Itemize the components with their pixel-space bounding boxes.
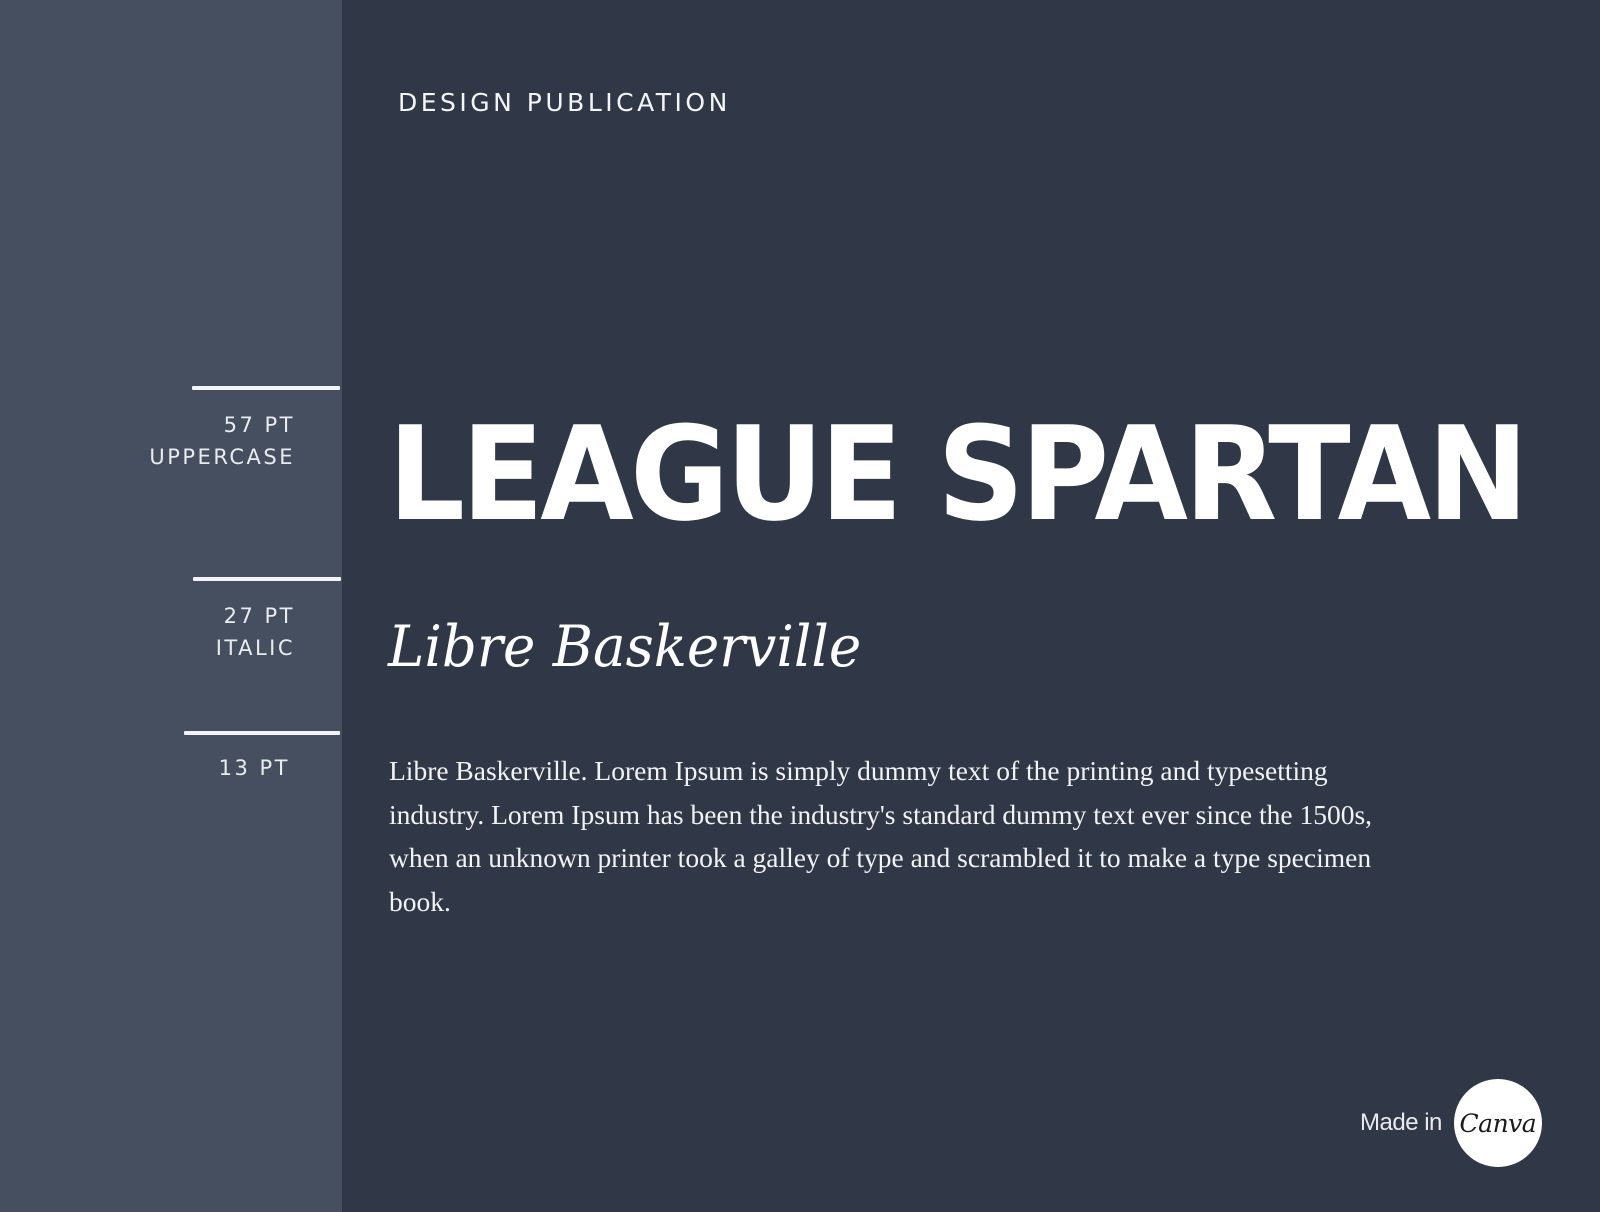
headline-specimen: LEAGUE SPARTAN [388, 398, 1525, 550]
made-in-label: Made in [1360, 1109, 1442, 1136]
divider-rule-27pt [193, 577, 341, 581]
canva-logo-icon [1454, 1079, 1542, 1167]
italic-specimen: Libre Baskerville [388, 614, 862, 680]
divider-rule-57pt [192, 386, 340, 390]
spec-label-style-italic: ITALIC [215, 636, 295, 660]
spec-label-size-57: 57 PT [223, 413, 295, 437]
publication-kicker: DESIGN PUBLICATION [398, 88, 731, 117]
spec-label-style-uppercase: UPPERCASE [149, 445, 295, 469]
body-specimen: Libre Baskerville. Lorem Ipsum is simply dummy text of the printing and typesetting industry. Lorem Ipsum has been the industry's standard dummy text ever since the 1500s, when an unknown printer took a galley of type and scrambled it to make a type specimen book. [389, 755, 1373, 917]
spec-sidebar [0, 0, 342, 1212]
spec-label-size-13: 13 PT [218, 756, 290, 780]
spec-label-size-27: 27 PT [223, 604, 295, 628]
canva-wordmark: Canva [1459, 1108, 1537, 1138]
made-in-canva-badge[interactable] [1360, 1078, 1542, 1168]
divider-rule-13pt [184, 731, 340, 735]
specimen-panel [342, 0, 1600, 1212]
